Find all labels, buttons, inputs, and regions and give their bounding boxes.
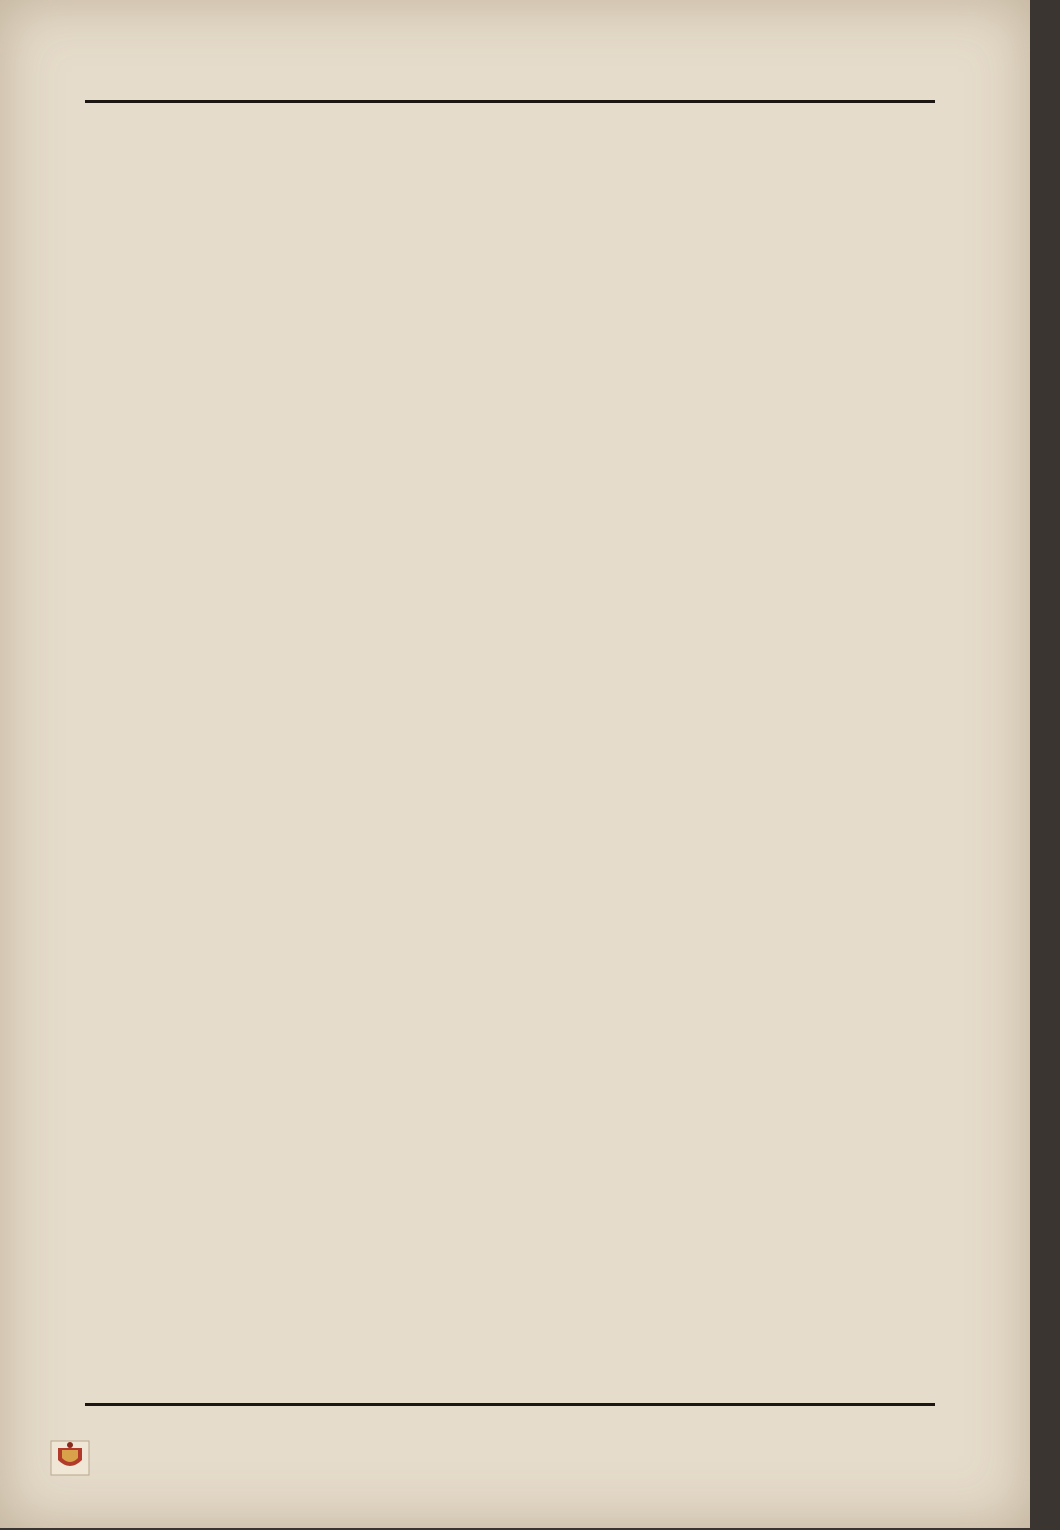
recipient-line [140, 302, 196, 365]
subtitle-line-2 [0, 234, 1030, 280]
text-frame [85, 100, 935, 1406]
right-border-ornaments [940, 120, 990, 1410]
coat-of-arms-icon [50, 1440, 90, 1476]
left-border-ornaments [33, 120, 83, 1410]
bottom-border-ornaments [60, 1402, 980, 1450]
signature [348, 1350, 378, 1395]
